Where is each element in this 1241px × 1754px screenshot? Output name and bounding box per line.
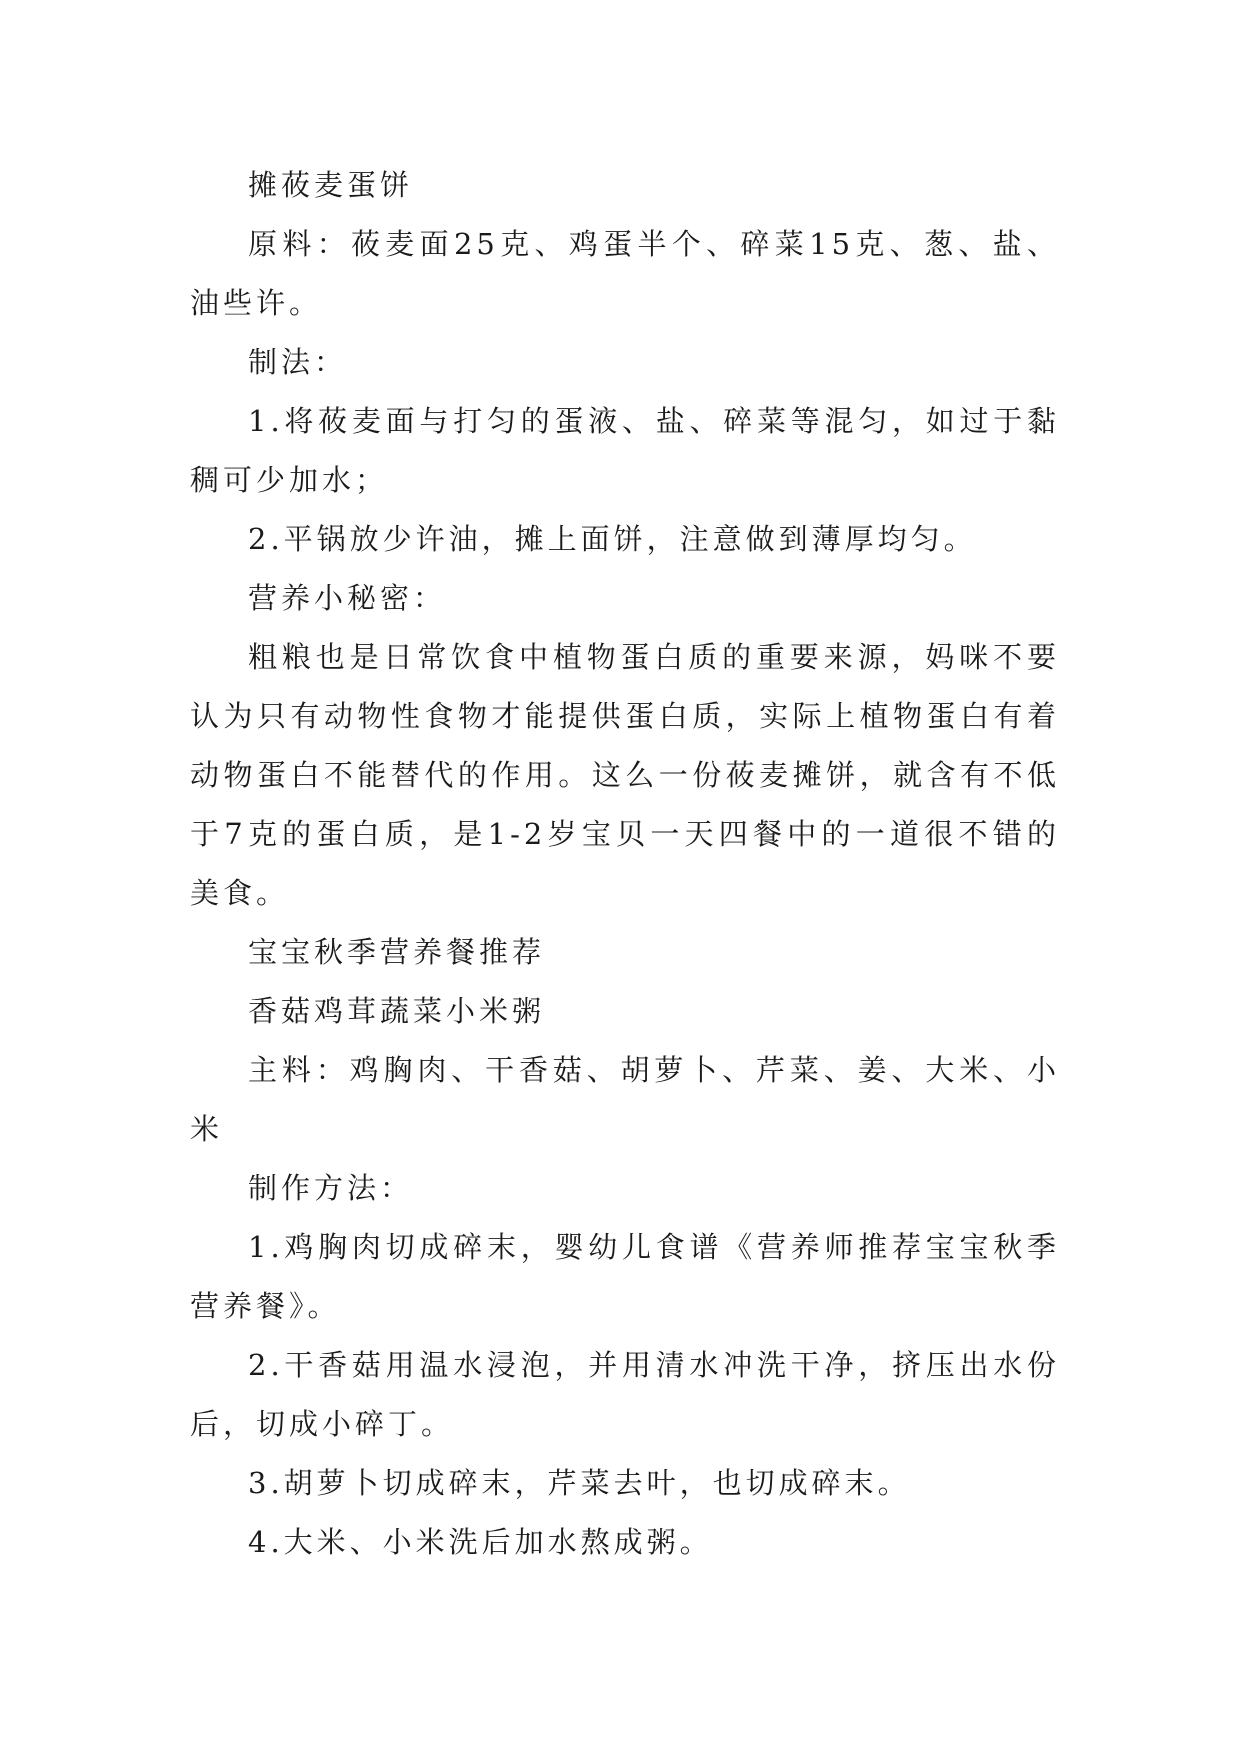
recipe-title-2: 香菇鸡茸蔬菜小米粥	[248, 994, 546, 1028]
method-step-2: 2.平锅放少许油，摊上面饼，注意做到薄厚均匀。	[248, 522, 977, 556]
recipe-title: 摊莜麦蛋饼	[248, 168, 414, 202]
section-heading: 宝宝秋季营养餐推荐	[248, 935, 546, 969]
preparation-step-1: 1.鸡胸肉切成碎末，婴幼儿食谱《营养师推荐宝宝秋季营养餐》。	[190, 1230, 1060, 1323]
main-ingredients-paragraph: 主料：鸡胸肉、干香菇、胡萝卜、芹菜、姜、大米、小米	[190, 1053, 1060, 1146]
document-body	[190, 156, 1060, 1572]
nutrition-secret-heading: 营养小秘密：	[248, 581, 447, 615]
preparation-step-3: 3.胡萝卜切成碎末，芹菜去叶，也切成碎末。	[248, 1466, 911, 1500]
preparation-step-2: 2.干香菇用温水浸泡，并用清水冲洗干净，挤压出水份后，切成小碎丁。	[190, 1348, 1060, 1441]
ingredients-paragraph: 原料：莜麦面25克、鸡蛋半个、碎菜15克、葱、盐、油些许。	[190, 227, 1060, 320]
preparation-heading: 制作方法：	[248, 1171, 414, 1205]
preparation-step-4: 4.大米、小米洗后加水熬成粥。	[248, 1525, 713, 1559]
method-heading: 制法：	[248, 345, 348, 379]
nutrition-secret-paragraph: 粗粮也是日常饮食中植物蛋白质的重要来源，妈咪不要认为只有动物性食物才能提供蛋白质，实际上植物蛋白有着动物蛋白不能替代的作用。这么一份莜麦摊饼，就含有不低于7克的蛋白质，是1-2岁宝贝一天四餐中的一道很不错的美食。	[190, 640, 1060, 910]
method-step-1: 1.将莜麦面与打匀的蛋液、盐、碎菜等混匀，如过于黏稠可少加水；	[190, 404, 1060, 497]
